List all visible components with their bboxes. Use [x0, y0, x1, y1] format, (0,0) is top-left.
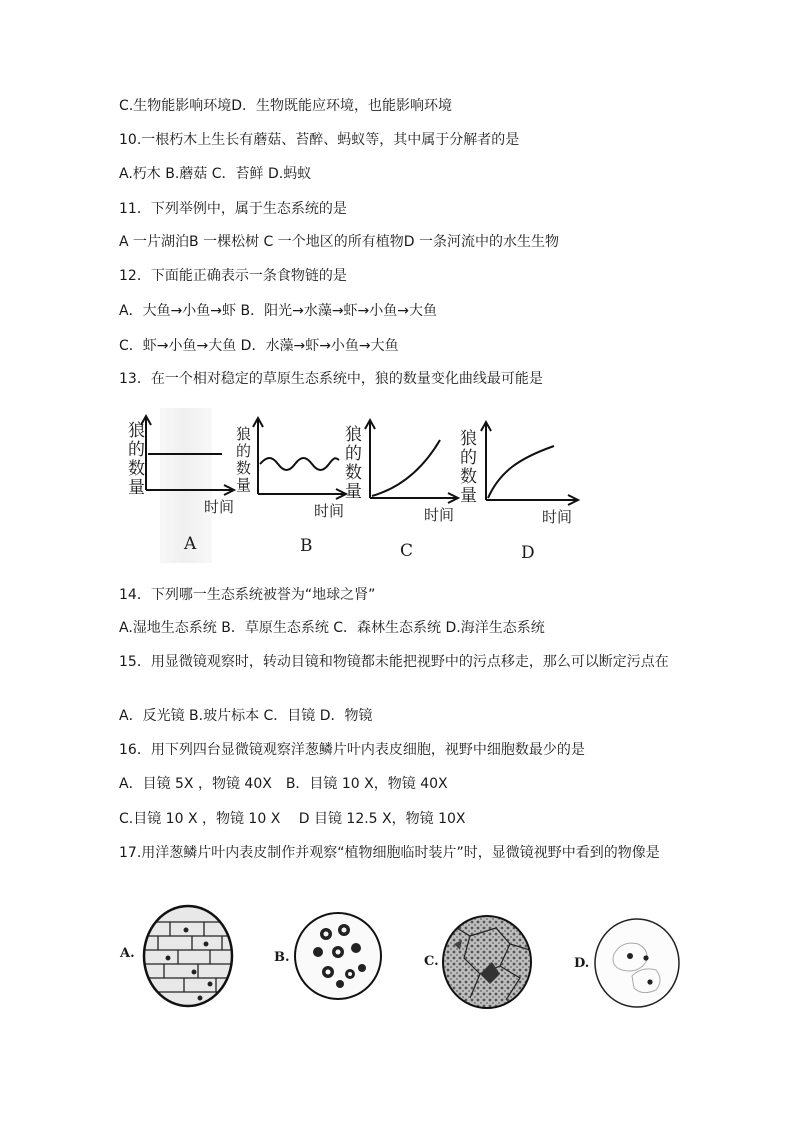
q12-stem: 12．下面能正确表示一条食物链的是	[119, 268, 347, 284]
q11-stem: 11．下列举例中，属于生态系统的是	[119, 201, 347, 217]
graph-d-xlabel: 时间	[542, 508, 573, 526]
graph-a-xlabel: 时间	[204, 498, 235, 516]
fig-c-label: C.	[424, 954, 439, 969]
q12-options-cd: C．虾→小鱼→大鱼 D．水藻→虾→小鱼→大鱼	[119, 338, 399, 354]
fig-b-blood-cells	[292, 910, 384, 1002]
q17-figures	[116, 900, 716, 1020]
graph-d-label: D	[521, 543, 535, 563]
fig-d-cheek-cells	[592, 916, 682, 1010]
q13-stem: 13．在一个相对稳定的草原生态系统中，狼的数量变化曲线最可能是	[119, 371, 543, 387]
q14-stem: 14．下列哪一生态系统被誉为“地球之肾”	[119, 587, 376, 603]
q15-options: A．反光镜 B.玻片标本 C．目镜 D．物镜	[119, 708, 373, 724]
q16-options-cd: C.目镜 10 X ，物镜 10 X D 目镜 12.5 X，物镜 10X	[119, 811, 466, 827]
q16-stem: 16．用下列四台显微镜观察洋葱鳞片叶内表皮细胞，视野中细胞数最少的是	[119, 742, 585, 758]
q9-option-cd: C.生物能影响环境D．生物既能应环境，也能影响环境	[119, 98, 453, 114]
graph-b-label: B	[300, 536, 313, 556]
q12-options-ab: A．大鱼→小鱼→虾 B．阳光→水藻→虾→小鱼→大鱼	[119, 303, 438, 319]
q15-stem: 15．用显微镜观察时，转动目镜和物镜都未能把视野中的污点移走，那么可以断定污点在	[119, 654, 669, 670]
graph-b-xlabel: 时间	[314, 502, 345, 520]
q10-options: A.朽木 B.蘑菇 C．苔鲜 D.蚂蚁	[119, 166, 312, 182]
fig-b-label: B.	[274, 950, 290, 965]
graph-c-xlabel: 时间	[424, 506, 455, 524]
graph-d-ylabel: 狼 的 数 量	[460, 429, 477, 506]
q11-options: A 一片湖泊B 一棵松树 C 一个地区的所有植物D 一条河流中的水生生物	[119, 234, 559, 250]
fig-a-label: A.	[120, 946, 135, 961]
fig-c-tissue-cells	[440, 914, 534, 1010]
fig-d-label: D.	[574, 956, 590, 971]
q14-options: A.湿地生态系统 B．草原生态系统 C．森林生态系统 D.海洋生态系统	[119, 620, 545, 636]
q17-stem: 17.用洋葱鳞片叶内表皮制作并观察“植物细胞临时装片”时，显微镜视野中看到的物像是	[119, 845, 660, 861]
q13-graph-area	[120, 408, 750, 568]
fig-a-onion-cells	[140, 904, 236, 1008]
graph-a-ylabel: 狼 的 数 量	[128, 421, 145, 498]
q10-stem: 10.一根朽木上生长有蘑菇、苔醉、蚂蚁等，其中属于分解者的是	[119, 132, 520, 148]
graph-c-label: C	[400, 541, 414, 561]
q16-options-ab: A．目镜 5X ，物镜 40X B．目镜 10 X，物镜 40X	[119, 776, 448, 792]
graph-b-ylabel: 狼 的 数 量	[236, 425, 252, 494]
graph-a-label: A	[184, 534, 197, 554]
graph-c-ylabel: 狼 的 数 量	[345, 425, 362, 502]
